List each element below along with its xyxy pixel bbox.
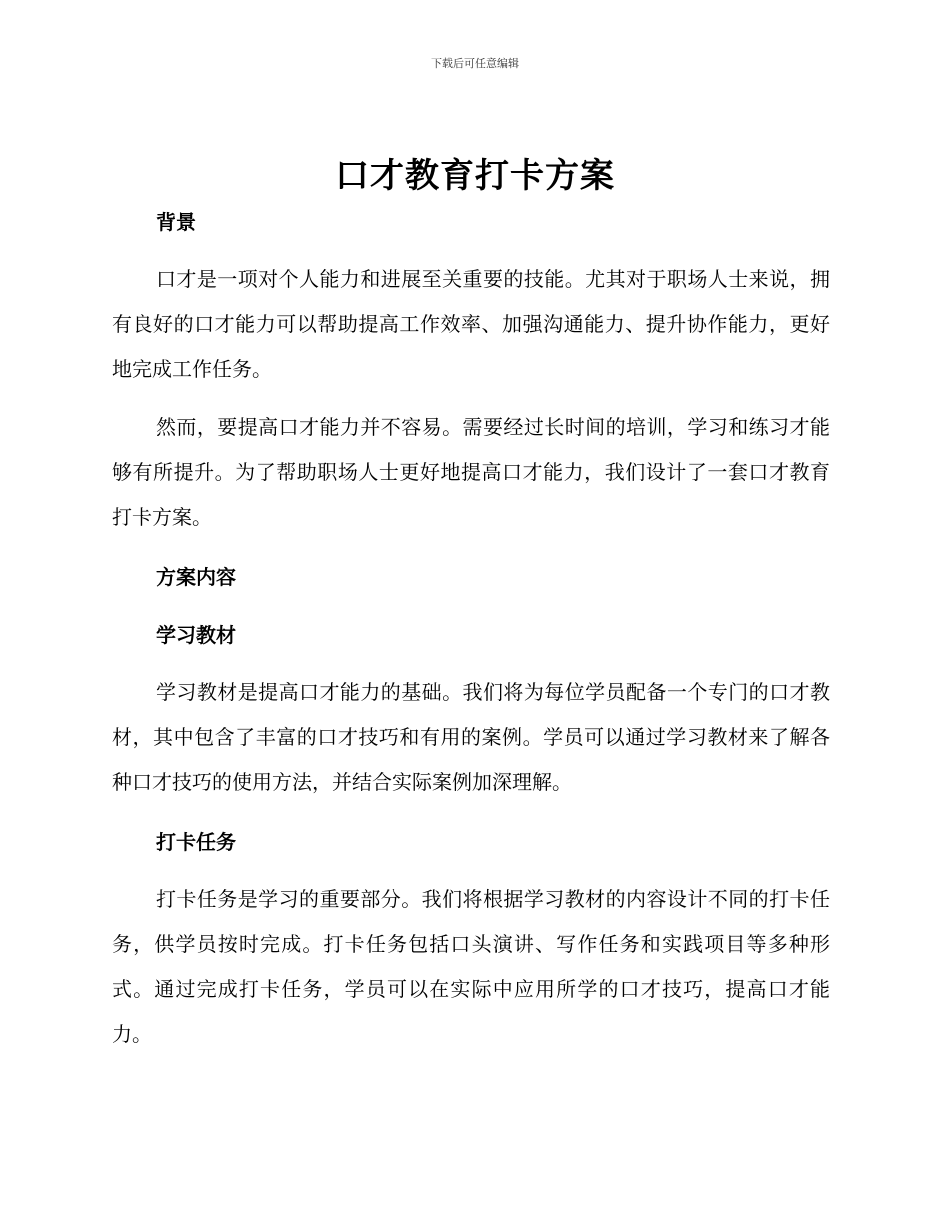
paragraph-materials-1: 学习教材是提高口才能力的基础。我们将为每位学员配备一个专门的口才教材，其中包含了丰富的口才技巧和有用的案例。学员可以通过学习教材来了解各种口才技巧的使用方法，并结合实际案例加深理解。 — [112, 680, 830, 794]
header-note: 下载后可任意编辑 — [431, 57, 519, 70]
section-heading-background: 背景 — [156, 210, 196, 234]
section-heading-materials: 学习教材 — [156, 623, 236, 647]
section-heading-tasks: 打卡任务 — [156, 830, 236, 854]
document-body — [112, 203, 830, 1057]
paragraph-background-1: 口才是一项对个人能力和进展至关重要的技能。尤其对于职场人士来说，拥有良好的口才能力可以帮助提高工作效率、加强沟通能力、提升协作能力，更好地完成工作任务。 — [112, 267, 830, 381]
paragraph-background-2: 然而，要提高口才能力并不容易。需要经过长时间的培训，学习和练习才能够有所提升。为了帮助职场人士更好地提高口才能力，我们设计了一套口才教育打卡方案。 — [112, 415, 830, 529]
paragraph-tasks-1: 打卡任务是学习的重要部分。我们将根据学习教材的内容设计不同的打卡任务，供学员按时完成。打卡任务包括口头演讲、写作任务和实践项目等多种形式。通过完成打卡任务，学员可以在实际中应用所学的口才技巧，提高口才能力。 — [112, 887, 830, 1046]
section-heading-plan: 方案内容 — [156, 565, 236, 589]
document-title: 口才教育打卡方案 — [335, 156, 615, 196]
